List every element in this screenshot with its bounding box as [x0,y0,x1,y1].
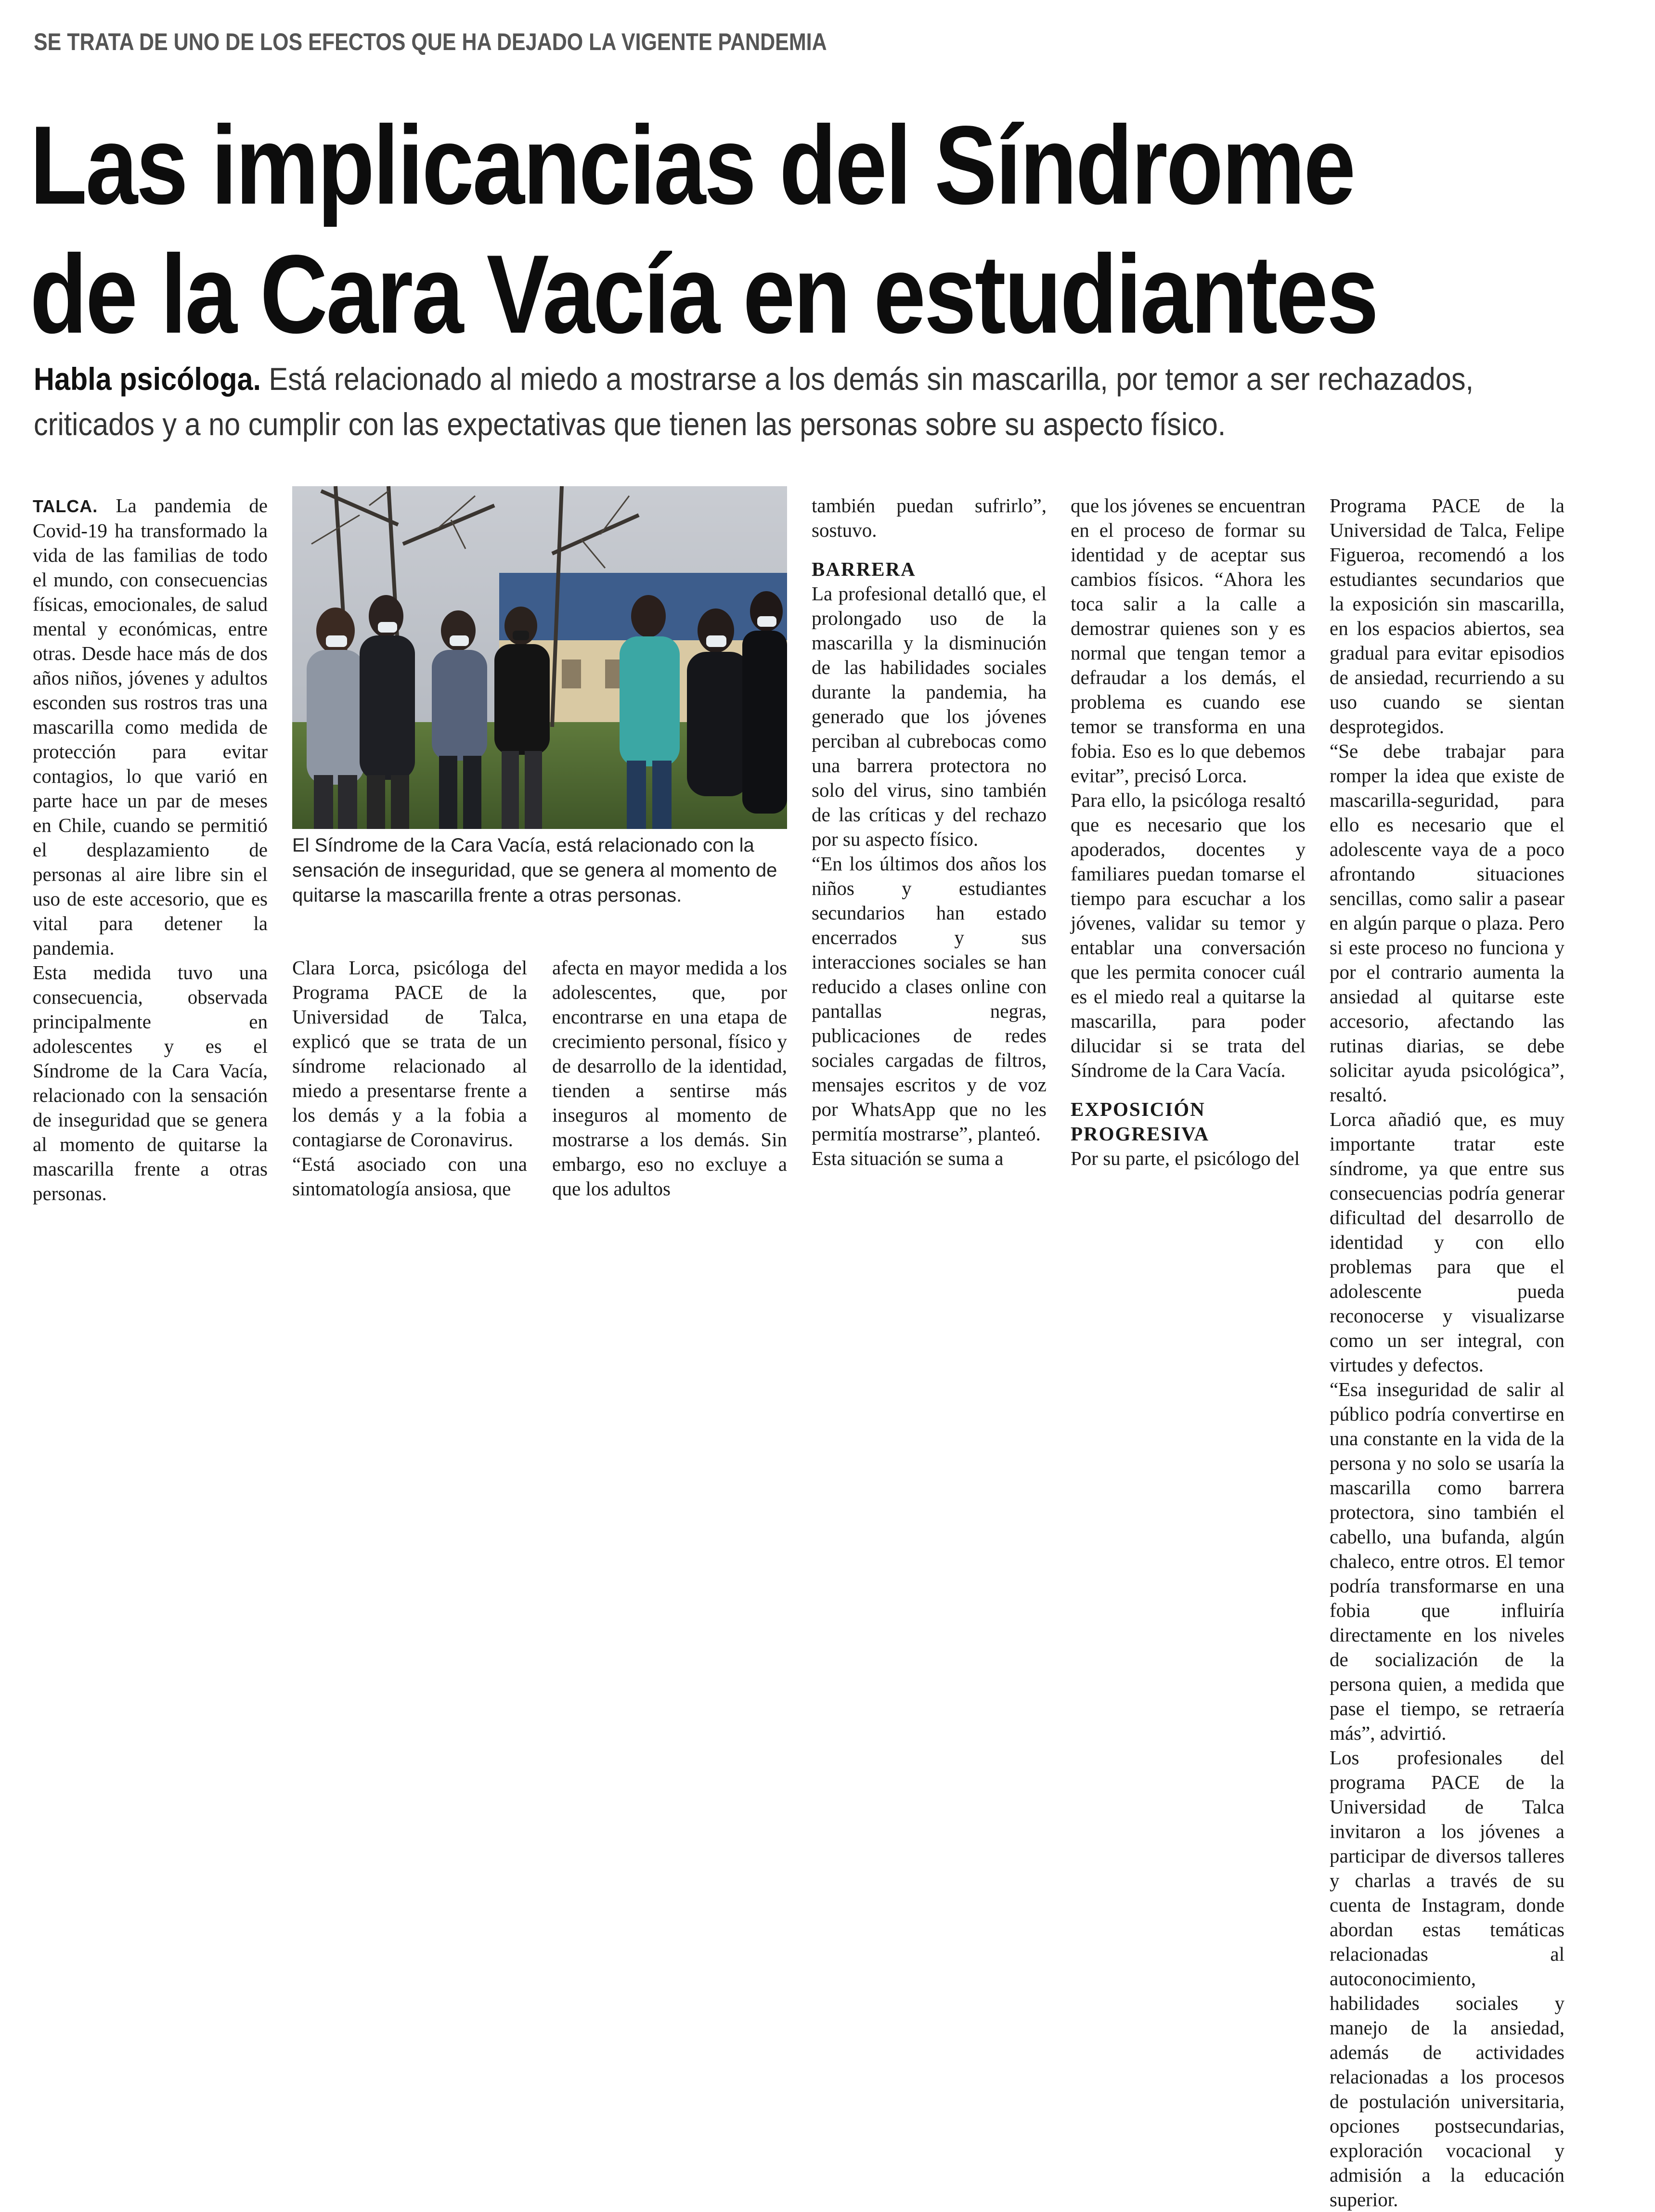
dateline: TALCA. [33,496,98,516]
article-column-4 [812,493,1047,1171]
headline [30,101,1570,359]
section-heading-exposicion [1071,1097,1306,1146]
subheadline [34,356,1622,447]
paragraph: Esta medida tuvo una consecuencia, observada principalmente en adolescentes y es el Síndrome de la Cara Vacía, relacionado con la sensación de inseguridad que se genera al momento de quitarse la mascarilla frente a otras personas. [33,961,268,1204]
headline-line-1: Las implicancias del Síndrome [30,103,1354,228]
paragraph: “Se debe trabajar para romper la idea que existe de mascarilla-seguridad, para ello es necesario que el adolescente vaya de a poco afrontando situaciones sencillas, como salir a pasear en algún parque o plaza. Pero si este proceso no funciona y por el contrario aumenta la ansiedad al quitarse este accesorio, afectando las rutinas diarias, se debe solicitar ayuda psicológica”, resaltó. [1330,740,1564,1106]
students-outdoor-photo [292,486,787,829]
paragraph: Para ello, la psicóloga resaltó que es necesario que los apoderados, docentes y familiares puedan tomarse el tiempo para escuchar a los jóvenes, validar su temor y entablar una conversación que les permita conocer cuál es el miedo real a quitarse la mascarilla, para poder dilucidar si se trata del Síndrome de la Cara Vacía. [1071,789,1306,1081]
section-heading-line-2: PROGRESIVA [1071,1123,1210,1145]
photo-caption: El Síndrome de la Cara Vacía, está relacionado con la sensación de inseguridad, que se genera al momento de quitarse la mascarilla frente a otras personas. [292,835,777,906]
paragraph-text: La pandemia de Covid-19 ha transformado la vida de las familias de todo el mundo, con consecuencias físicas, emocionales, de salud mental y económicas, entre otras. Desde hace más de dos años niños, jóvenes y adultos esconden sus rostros tras una mascarilla como medida de protección para evitar contagios, lo que varió en parte hace un par de meses en Chile, cuando se permitió el desplazamiento de personas al aire libre sin el uso de este accesorio, que es vital para detener la pandemia. [33,494,268,959]
paragraph: también puedan sufrirlo”, sostuvo. [812,494,1047,541]
headline-line-2: de la Cara Vacía en estudiantes [30,232,1377,357]
section-heading-line-1: EXPOSICIÓN [1071,1098,1205,1120]
article-column-5 [1071,493,1306,1171]
paragraph: Clara Lorca, psicóloga del Programa PACE de la Universidad de Talca, explicó que se trata de un síndrome relacionado al miedo a presentarse frente a los demás y a la fobia a contagiarse de Coronavirus. [292,957,527,1151]
paragraph: afecta en mayor medida a los adolescentes, que, por encontrarse en una etapa de crecimiento personal, físico y de desarrollo de la identidad, tienden a sentirse más inseguros al momento de mostrarse a los demás. Sin embargo, eso no excluye a que los adultos [552,957,787,1200]
paragraph: “En los últimos dos años los niños y estudiantes secundarios han estado encerrados y sus interacciones sociales se han reducido a clases online con pantallas negras, publicaciones de redes sociales cargadas de filtros, mensajes escritos y de voz por WhatsApp que no les permitía mostrarse”, planteó. [812,853,1047,1145]
article-column-6 [1330,493,1564,2212]
article-column-2 [292,956,527,1201]
article-photo [292,486,787,829]
paragraph [33,493,268,960]
paragraph: Por su parte, el psicólogo del [1071,1147,1300,1169]
paragraph: Lorca añadió que, es muy importante tratar este síndrome, ya que entre sus consecuencias podría generar dificultad del desarrollo de identidad y con ello problemas para que el adolescente pueda reconocerse y visualizarse como un ser integral, con virtudes y defectos. [1330,1108,1564,1376]
section-heading-barrera: BARRERA [812,558,916,580]
paragraph: que los jóvenes se encuentran en el proceso de formar su identidad y de aceptar sus cambios físicos. “Ahora les toca salir a la calle a demostrar quienes son y es normal que tengan temor a defraudar a los demás, el problema es cuando ese temor se transforma en una fobia. Eso es lo que debemos evitar”, precisó Lorca. [1071,494,1306,787]
paragraph: Esta situación se suma a [812,1147,1004,1169]
subhead-line-1-text: Está relacionado al miedo a mostrarse a los demás sin mascarilla, por temor a ser rechazados, [269,361,1474,397]
subhead-line-2: criticados y a no cumplir con las expectativas que tienen las personas sobre su aspecto físico. [34,406,1226,442]
article-column-3 [552,956,787,1201]
paragraph: La profesional detalló que, el prolongado uso de la mascarilla y la disminución de las habilidades sociales durante la pandemia, ha generado que los jóvenes perciban al cubrebocas como una barrera protectora no solo del virus, sino también de las críticas y del rechazo por su aspecto físico. [812,582,1047,850]
paragraph: “Está asociado con una sintomatología ansiosa, que [292,1153,527,1200]
paragraph: Los profesionales del programa PACE de la Universidad de Talca invitaron a los jóvenes a participar de diversos talleres y charlas a través de su cuenta de Instagram, donde abordan estas temáticas relacionadas al autoconocimiento, habilidades sociales y manejo de la ansiedad, además de actividades relacionadas a los procesos de postulación universitaria, opciones postsecundarias, exploración vocacional y admisión a la educación superior. [1330,1746,1564,2211]
subhead-lead: Habla psicóloga. [34,361,261,397]
article-column-1 [33,493,268,1206]
paragraph: “Esa inseguridad de salir al público podría convertirse en una constante en la vida de la persona y no solo se usaría la mascarilla como barrera protectora, sino también el cabello, una bufanda, algún chaleco, entre otros. El temor podría transformarse en una fobia que influiría directamente en los niveles de socialización de la persona quien, a medida que pase el tiempo, se retraería más”, advirtió. [1330,1378,1564,1744]
paragraph: Programa PACE de la Universidad de Talca, Felipe Figueroa, recomendó a los estudiantes secundarios que la exposición sin mascarilla, en los espacios abiertos, sea gradual para evitar episodios de ansiedad, recurriendo a su uso cuando se sientan desprotegidos. [1330,494,1564,737]
kicker: SE TRATA DE UNO DE LOS EFECTOS QUE HA DEJADO LA VIGENTE PANDEMIA [34,28,827,55]
subhead-line-1 [34,356,1474,401]
